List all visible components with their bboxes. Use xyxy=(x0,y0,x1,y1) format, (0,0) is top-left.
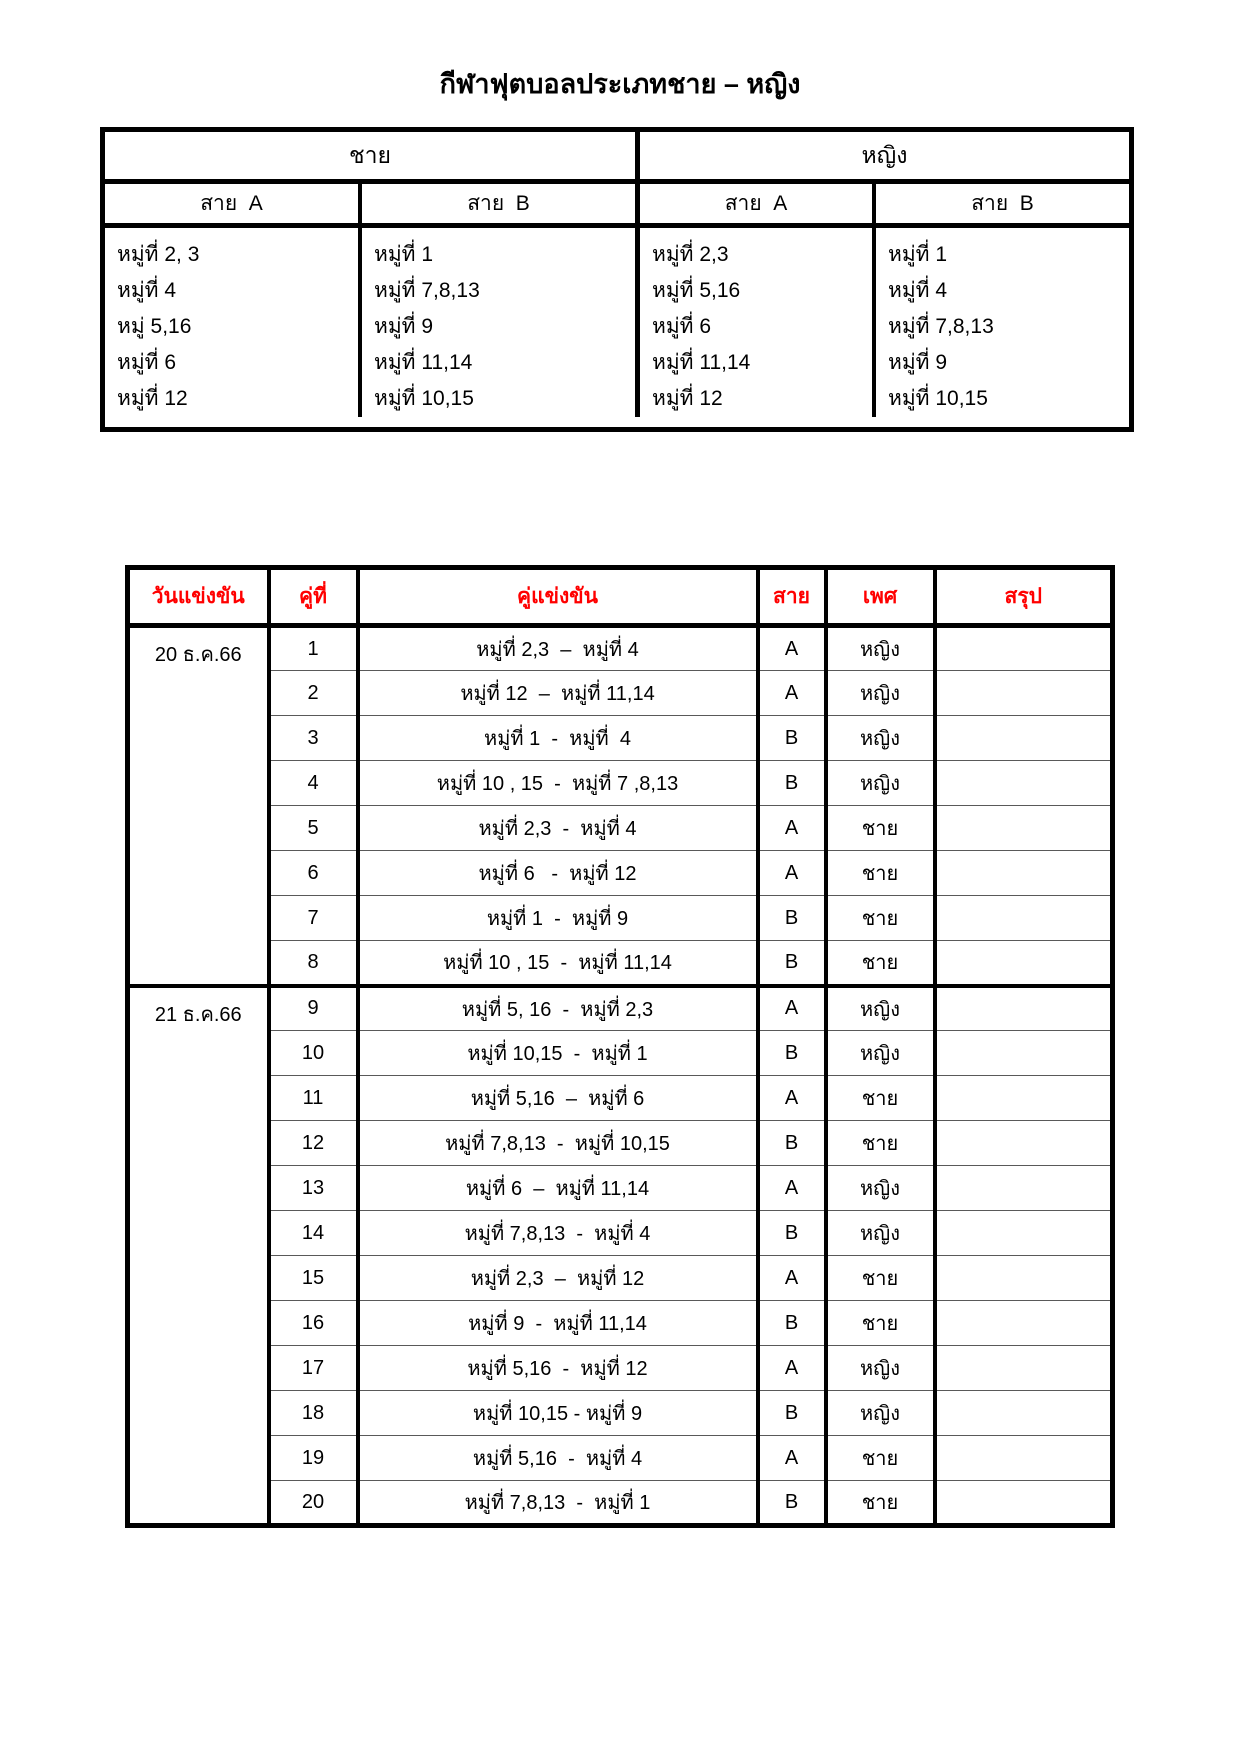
schedule-row xyxy=(128,1031,1113,1076)
document-title: กีฬาฟุตบอลประเภทชาย – หญิง xyxy=(439,69,801,99)
col-header-match-date: วันแข่งขัน xyxy=(128,568,269,626)
team-line: หมู่ที่ 12 xyxy=(117,387,188,410)
match-pairing-cell: หมู่ที่ 7,8,13 - หมู่ที่ 1 xyxy=(358,1481,758,1526)
match-pairing-cell: หมู่ที่ 5,16 - หมู่ที่ 12 xyxy=(358,1346,758,1391)
match-no-cell: 8 xyxy=(269,941,358,986)
schedule-row xyxy=(128,1211,1113,1256)
women-group-b-header: สาย B xyxy=(872,184,1129,228)
match-no-cell: 7 xyxy=(269,896,358,941)
team-line: หมู่ 5,16 xyxy=(117,315,192,338)
match-summary-cell xyxy=(935,896,1113,941)
match-pairing-cell: หมู่ที่ 5, 16 - หมู่ที่ 2,3 xyxy=(358,986,758,1031)
schedule-row xyxy=(128,1436,1113,1481)
col-header-pairing: คู่แข่งขัน xyxy=(358,568,758,626)
match-group-cell: B xyxy=(758,1031,826,1076)
match-no-cell: 9 xyxy=(269,986,358,1031)
women-section-header: หญิง xyxy=(635,132,1129,184)
match-group-cell: A xyxy=(758,1256,826,1301)
match-summary-cell xyxy=(935,806,1113,851)
team-line: หมู่ที่ 2, 3 xyxy=(117,243,200,266)
schedule-row xyxy=(128,851,1113,896)
match-group-cell: B xyxy=(758,1121,826,1166)
match-no-cell: 17 xyxy=(269,1346,358,1391)
match-group-cell: A xyxy=(758,986,826,1031)
match-gender-cell: ชาย xyxy=(826,1256,935,1301)
women-group-b-teams xyxy=(872,228,1129,417)
schedule-row xyxy=(128,1481,1113,1526)
match-group-cell: A xyxy=(758,1436,826,1481)
schedule-row xyxy=(128,1391,1113,1436)
match-gender-cell: ชาย xyxy=(826,896,935,941)
col-header-group: สาย xyxy=(758,568,826,626)
match-summary-cell xyxy=(935,1031,1113,1076)
match-summary-cell xyxy=(935,1436,1113,1481)
match-pairing-cell: หมู่ที่ 7,8,13 - หมู่ที่ 10,15 xyxy=(358,1121,758,1166)
women-group-a-header: สาย A xyxy=(635,184,872,228)
match-gender-cell: หญิง xyxy=(826,671,935,716)
schedule-row xyxy=(128,941,1113,986)
schedule-row xyxy=(128,671,1113,716)
col-header-gender: เพศ xyxy=(826,568,935,626)
match-pairing-cell: หมู่ที่ 6 – หมู่ที่ 11,14 xyxy=(358,1166,758,1211)
match-group-cell: B xyxy=(758,1301,826,1346)
match-no-cell: 11 xyxy=(269,1076,358,1121)
match-gender-cell: ชาย xyxy=(826,1076,935,1121)
team-line: หมู่ที่ 9 xyxy=(374,315,434,338)
match-gender-cell: หญิง xyxy=(826,1346,935,1391)
match-date-cell: 20 ธ.ค.66 xyxy=(128,626,269,986)
team-line: หมู่ที่ 1 xyxy=(374,243,434,266)
match-summary-cell xyxy=(935,851,1113,896)
match-summary-cell xyxy=(935,1301,1113,1346)
match-gender-cell: หญิง xyxy=(826,1166,935,1211)
match-summary-cell xyxy=(935,1256,1113,1301)
women-group-a-teams xyxy=(635,228,872,417)
men-group-a-header: สาย A xyxy=(105,184,358,228)
match-pairing-cell: หมู่ที่ 10,15 - หมู่ที่ 1 xyxy=(358,1031,758,1076)
match-no-cell: 16 xyxy=(269,1301,358,1346)
match-group-cell: B xyxy=(758,896,826,941)
match-gender-cell: ชาย xyxy=(826,941,935,986)
match-gender-cell: หญิง xyxy=(826,1031,935,1076)
team-line: หมู่ที่ 5,16 xyxy=(652,279,741,302)
team-line: หมู่ที่ 6 xyxy=(117,351,177,374)
match-gender-cell: ชาย xyxy=(826,806,935,851)
team-line: หมู่ที่ 10,15 xyxy=(888,387,988,410)
match-no-cell: 1 xyxy=(269,626,358,671)
match-no-cell: 20 xyxy=(269,1481,358,1526)
team-line: หมู่ที่ 10,15 xyxy=(374,387,474,410)
schedule-row xyxy=(128,986,1113,1031)
schedule-row xyxy=(128,1166,1113,1211)
match-no-cell: 12 xyxy=(269,1121,358,1166)
match-group-cell: B xyxy=(758,716,826,761)
match-date-cell: 21 ธ.ค.66 xyxy=(128,986,269,1526)
match-summary-cell xyxy=(935,761,1113,806)
men-group-a-teams xyxy=(105,228,358,417)
match-gender-cell: ชาย xyxy=(826,1436,935,1481)
schedule-row xyxy=(128,1301,1113,1346)
match-summary-cell xyxy=(935,1076,1113,1121)
match-group-cell: A xyxy=(758,851,826,896)
match-no-cell: 14 xyxy=(269,1211,358,1256)
match-no-cell: 4 xyxy=(269,761,358,806)
match-summary-cell xyxy=(935,626,1113,671)
schedule-row xyxy=(128,1121,1113,1166)
match-gender-cell: หญิง xyxy=(826,761,935,806)
match-summary-cell xyxy=(935,671,1113,716)
match-no-cell: 15 xyxy=(269,1256,358,1301)
match-pairing-cell: หมู่ที่ 9 - หมู่ที่ 11,14 xyxy=(358,1301,758,1346)
schedule-row xyxy=(128,716,1113,761)
match-no-cell: 6 xyxy=(269,851,358,896)
col-header-summary: สรุป xyxy=(935,568,1113,626)
men-group-b-teams xyxy=(358,228,635,417)
match-pairing-cell: หมู่ที่ 1 - หมู่ที่ 9 xyxy=(358,896,758,941)
match-pairing-cell: หมู่ที่ 12 – หมู่ที่ 11,14 xyxy=(358,671,758,716)
match-gender-cell: หญิง xyxy=(826,1391,935,1436)
match-gender-cell: ชาย xyxy=(826,1301,935,1346)
team-line: หมู่ที่ 7,8,13 xyxy=(888,315,994,338)
team-line: หมู่ที่ 11,14 xyxy=(652,351,751,374)
match-no-cell: 19 xyxy=(269,1436,358,1481)
schedule-row xyxy=(128,1346,1113,1391)
match-summary-cell xyxy=(935,1391,1113,1436)
match-gender-cell: ชาย xyxy=(826,851,935,896)
men-section-header: ชาย xyxy=(105,132,635,184)
match-summary-cell xyxy=(935,1346,1113,1391)
match-group-cell: A xyxy=(758,806,826,851)
match-no-cell: 13 xyxy=(269,1166,358,1211)
match-gender-cell: หญิง xyxy=(826,626,935,671)
match-pairing-cell: หมู่ที่ 5,16 – หมู่ที่ 6 xyxy=(358,1076,758,1121)
team-line: หมู่ที่ 9 xyxy=(888,351,948,374)
men-group-b-header: สาย B xyxy=(358,184,635,228)
match-pairing-cell: หมู่ที่ 2,3 - หมู่ที่ 4 xyxy=(358,806,758,851)
schedule-row xyxy=(128,806,1113,851)
col-header-match-no: คู่ที่ xyxy=(269,568,358,626)
team-line: หมู่ที่ 2,3 xyxy=(652,243,729,266)
schedule-row xyxy=(128,1256,1113,1301)
match-gender-cell: ชาย xyxy=(826,1121,935,1166)
schedule-row xyxy=(128,1076,1113,1121)
match-group-cell: A xyxy=(758,1076,826,1121)
team-line: หมู่ที่ 12 xyxy=(652,387,723,410)
schedule-section xyxy=(125,565,1115,1528)
match-summary-cell xyxy=(935,941,1113,986)
schedule-row xyxy=(128,626,1113,671)
match-pairing-cell: หมู่ที่ 10 , 15 - หมู่ที่ 11,14 xyxy=(358,941,758,986)
schedule-table xyxy=(125,565,1115,1528)
match-group-cell: A xyxy=(758,626,826,671)
match-gender-cell: หญิง xyxy=(826,1211,935,1256)
match-pairing-cell: หมู่ที่ 6 - หมู่ที่ 12 xyxy=(358,851,758,896)
match-no-cell: 10 xyxy=(269,1031,358,1076)
match-pairing-cell: หมู่ที่ 7,8,13 - หมู่ที่ 4 xyxy=(358,1211,758,1256)
team-line: หมู่ที่ 1 xyxy=(888,243,948,266)
team-line: หมู่ที่ 7,8,13 xyxy=(374,279,480,302)
match-group-cell: A xyxy=(758,1346,826,1391)
match-group-cell: B xyxy=(758,941,826,986)
match-summary-cell xyxy=(935,1121,1113,1166)
match-gender-cell: หญิง xyxy=(826,716,935,761)
schedule-table-header xyxy=(128,568,1113,626)
match-group-cell: B xyxy=(758,1391,826,1436)
match-gender-cell: ชาย xyxy=(826,1481,935,1526)
match-group-cell: B xyxy=(758,761,826,806)
match-group-cell: B xyxy=(758,1481,826,1526)
match-summary-cell xyxy=(935,1211,1113,1256)
match-summary-cell xyxy=(935,716,1113,761)
match-group-cell: A xyxy=(758,671,826,716)
team-line: หมู่ที่ 6 xyxy=(652,315,712,338)
match-no-cell: 2 xyxy=(269,671,358,716)
match-pairing-cell: หมู่ที่ 10 , 15 - หมู่ที่ 7 ,8,13 xyxy=(358,761,758,806)
match-no-cell: 5 xyxy=(269,806,358,851)
match-pairing-cell: หมู่ที่ 1 - หมู่ที่ 4 xyxy=(358,716,758,761)
match-pairing-cell: หมู่ที่ 5,16 - หมู่ที่ 4 xyxy=(358,1436,758,1481)
match-gender-cell: หญิง xyxy=(826,986,935,1031)
match-summary-cell xyxy=(935,1481,1113,1526)
schedule-row xyxy=(128,896,1113,941)
match-summary-cell xyxy=(935,986,1113,1031)
schedule-row xyxy=(128,761,1113,806)
match-pairing-cell: หมู่ที่ 2,3 – หมู่ที่ 4 xyxy=(358,626,758,671)
match-group-cell: B xyxy=(758,1211,826,1256)
men-women-groups-table xyxy=(100,127,1134,432)
match-group-cell: A xyxy=(758,1166,826,1211)
team-line: หมู่ที่ 4 xyxy=(888,279,948,302)
team-line: หมู่ที่ 11,14 xyxy=(374,351,473,374)
match-summary-cell xyxy=(935,1166,1113,1211)
team-line: หมู่ที่ 4 xyxy=(117,279,177,302)
match-pairing-cell: หมู่ที่ 10,15 - หมู่ที่ 9 xyxy=(358,1391,758,1436)
match-no-cell: 3 xyxy=(269,716,358,761)
match-pairing-cell: หมู่ที่ 2,3 – หมู่ที่ 12 xyxy=(358,1256,758,1301)
match-no-cell: 18 xyxy=(269,1391,358,1436)
